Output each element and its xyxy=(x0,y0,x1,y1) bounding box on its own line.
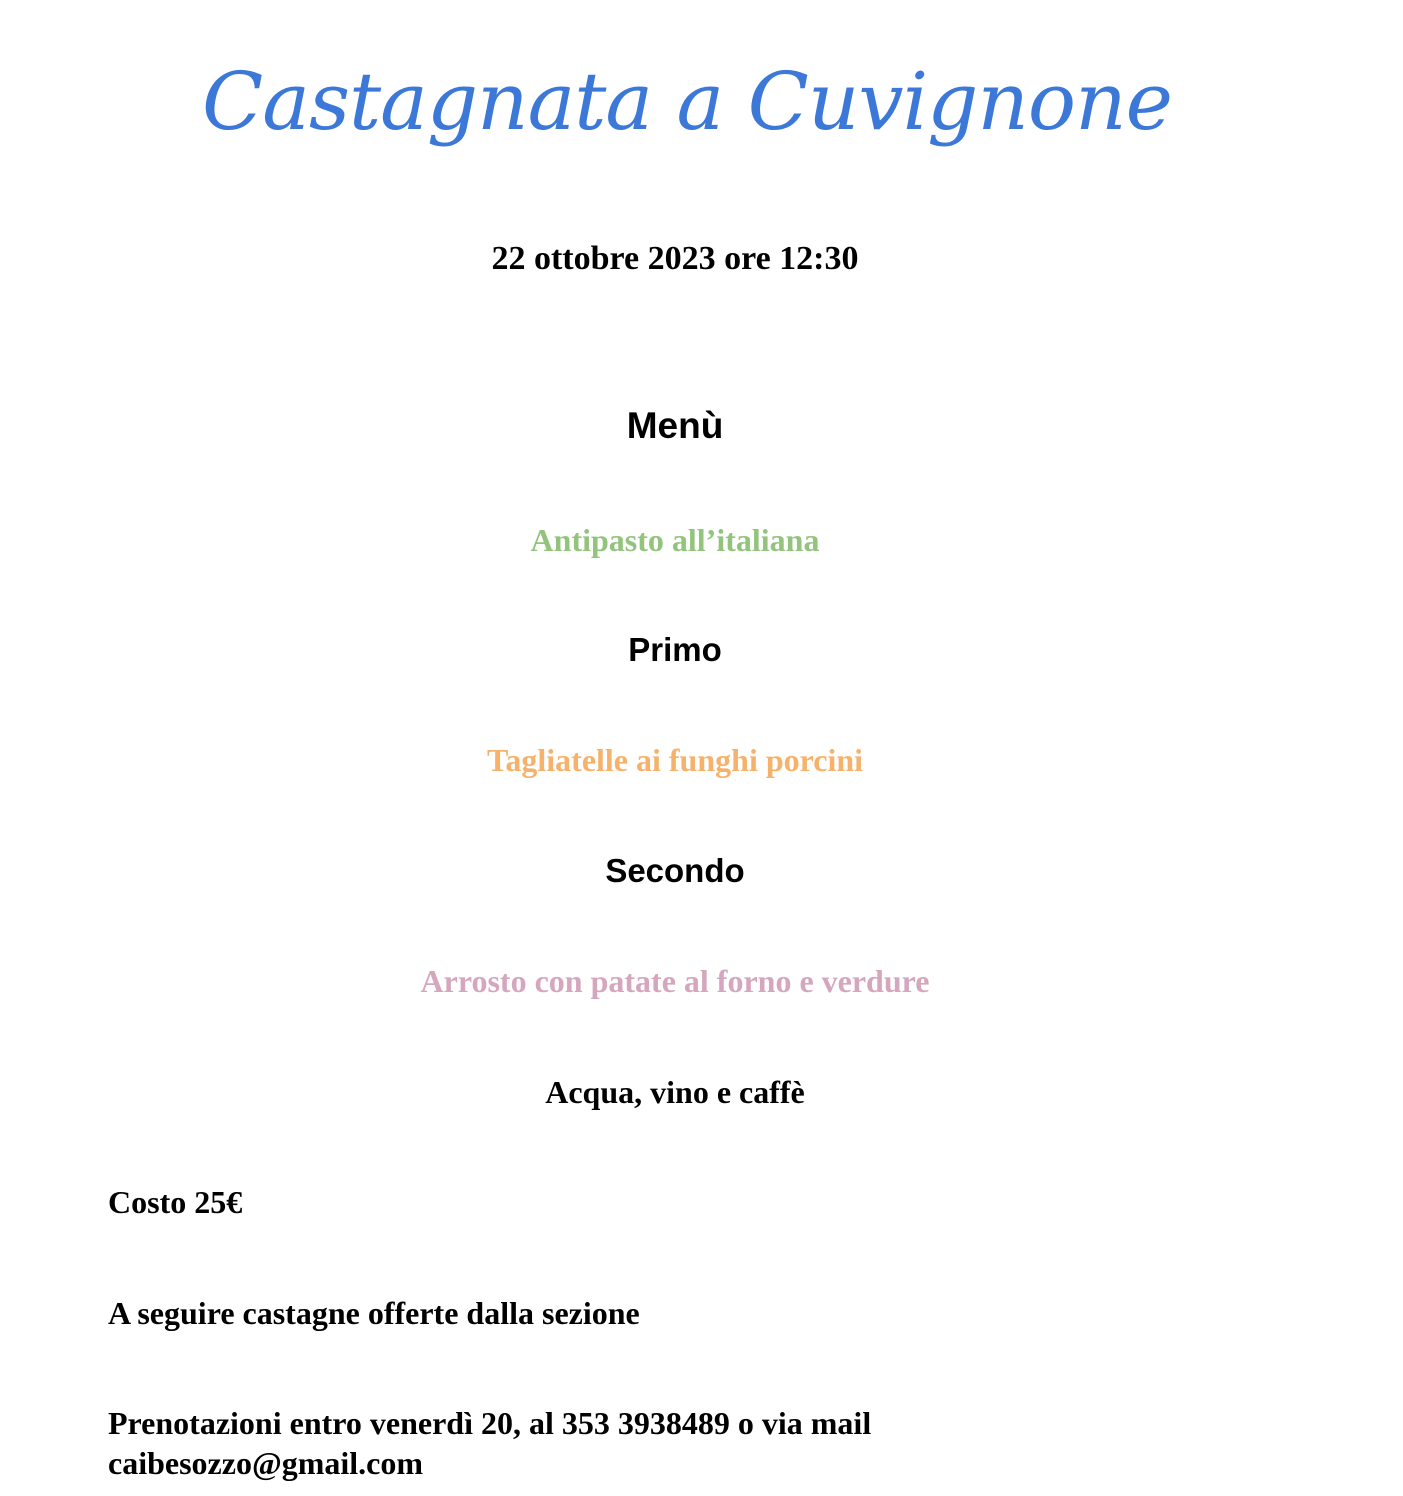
booking-email: caibesozzo@gmail.com xyxy=(108,1445,424,1481)
booking-line-1: Prenotazioni entro venerdì 20, al 353 3938489 o via mail xyxy=(108,1405,872,1441)
event-title: Castagnata a Cuvignone xyxy=(202,55,1172,148)
chestnuts-line: A seguire castagne offerte dalla sezione xyxy=(108,1295,640,1331)
antipasto-item: Antipasto all’italiana xyxy=(530,522,820,558)
cost-line: Costo 25€ xyxy=(108,1184,243,1220)
secondo-item: Arrosto con patate al forno e verdure xyxy=(420,963,930,999)
event-date: 22 ottobre 2023 ore 12:30 xyxy=(491,240,859,277)
primo-heading: Primo xyxy=(628,631,722,668)
secondo-heading: Secondo xyxy=(605,852,745,889)
menu-heading: Menù xyxy=(626,405,724,446)
drinks-item: Acqua, vino e caffè xyxy=(545,1074,805,1110)
primo-item: Tagliatelle ai funghi porcini xyxy=(486,742,864,778)
